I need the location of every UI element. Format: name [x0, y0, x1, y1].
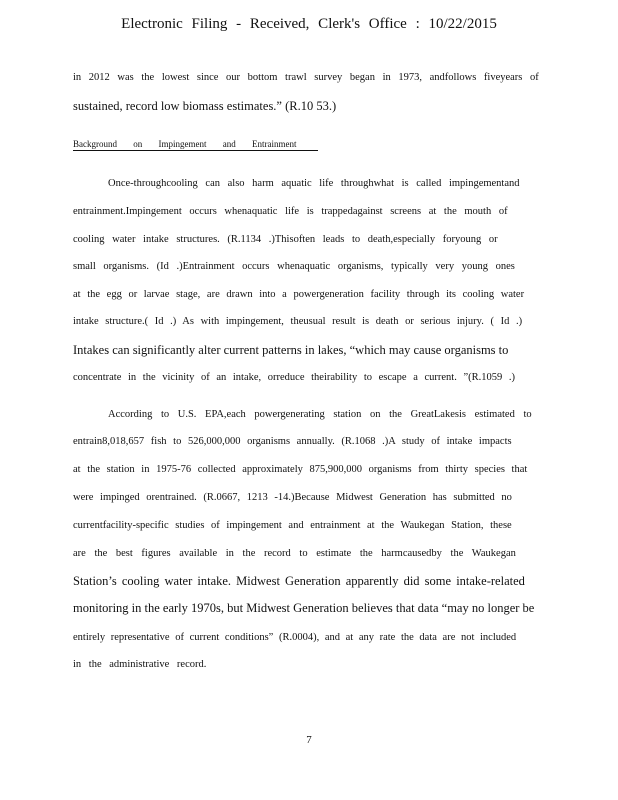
body-line-14: were impinged orentrained. (R.0667, 1213 -14.)Because Midwest Generation has submitted no [73, 492, 512, 503]
body-line-18: monitoring in the early 1970s, but Midwest Generation believes that data “may no longer be [73, 601, 535, 615]
body-line-6: small organisms. (Id .)Entrainment occurs whenaquatic organisms, typically very young ones [73, 261, 515, 272]
body-line-8: intake structure.( Id .) As with impingement, theusual result is death or serious injury. ( Id .) [73, 316, 523, 327]
body-line-1: in 2012 was the lowest since our bottom trawl survey began in 1973, andfollows fiveyears of [73, 72, 539, 83]
body-line-2: sustained, record low biomass estimates.” (R.10 53.) [73, 99, 337, 113]
body-line-19: entirely representative of current conditions” (R.0004), and at any rate the data are not included [73, 632, 517, 643]
body-line-13: at the station in 1975-76 collected approximately 875,900,000 organisms from thirty species that [73, 464, 528, 475]
page-number: 7 [306, 734, 312, 746]
body-line-11: According to U.S. EPA,each powergenerating station on the GreatLakesis estimated to [108, 409, 532, 420]
body-line-3: Once-throughcooling can also harm aquatic life throughwhat is called impingementand [108, 178, 520, 189]
body-line-17: Station’s cooling water intake. Midwest Generation apparently did some intake-related [73, 574, 525, 588]
body-line-7: at the egg or larvae stage, are drawn into a powergeneration facility through its cooling water [73, 289, 525, 300]
body-line-10: concentrate in the vicinity of an intake, orreduce theirability to escape a current. ”(R.1059 .) [73, 372, 516, 383]
body-line-12: entrain8,018,657 fish to 526,000,000 organisms annually. (R.1068 .)A study of intake impacts [73, 436, 512, 447]
body-line-15: currentfacility-specific studies of impingement and entrainment at the Waukegan Station, these [73, 520, 512, 531]
body-line-4: entrainment.Impingement occurs whenaquatic life is trappedagainst screens at the mouth of [73, 206, 508, 217]
section-heading: Background on Impingement and Entrainment [73, 139, 318, 151]
body-line-16: are the best figures available in the record to estimate the harmcausedby the Waukegan [73, 548, 516, 559]
body-line-20: in the administrative record. [73, 659, 207, 670]
body-line-9: Intakes can significantly alter current patterns in lakes, “which may cause organisms to [73, 343, 509, 357]
body-line-5: cooling water intake structures. (R.1134 .)Thisoften leads to death,especially foryoung or [73, 234, 498, 245]
filing-header: Electronic Filing - Received, Clerk's Office : 10/22/2015 [121, 16, 497, 32]
